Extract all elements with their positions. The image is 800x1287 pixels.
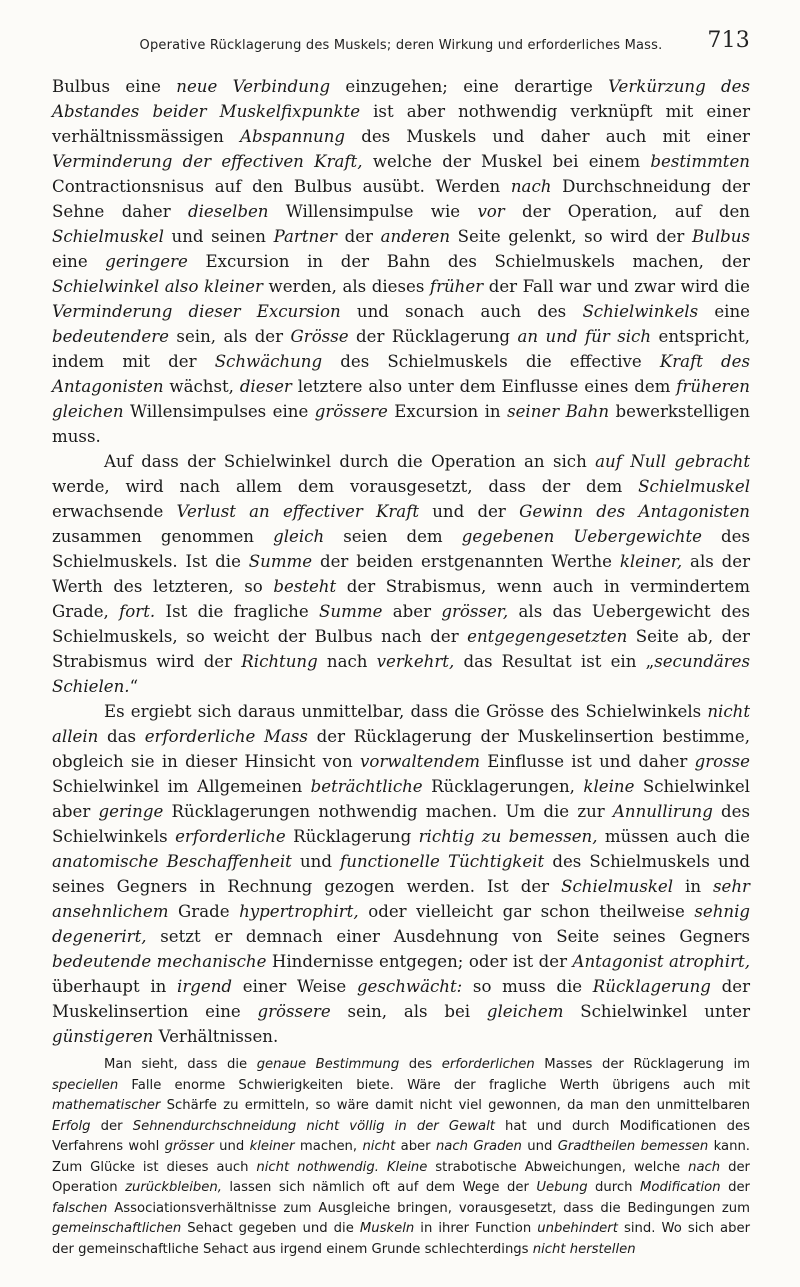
text-run: Hindernisse entgegen; oder ist der	[266, 952, 573, 971]
page-number: 713	[707, 28, 750, 53]
text-run: als der Werth des letzteren, so	[52, 552, 751, 596]
text-run: setzt er demnach einer Ausdehnung von Seite seines Gegners	[146, 927, 750, 946]
emphasis-run: Verkürzung des Abstandes beider Muskelfixpunkte	[52, 77, 750, 121]
text-run: des Schielmuskels und seines Gegners in Rechnung gezogen werden. Ist der	[52, 852, 751, 896]
text-run: Excursion in der Bahn des Schielmuskels machen, der	[187, 252, 750, 271]
text-run: Bulbus eine	[52, 77, 177, 96]
emphasis-run: mathematischer	[52, 1098, 161, 1113]
emphasis-run: grösser,	[441, 602, 509, 621]
emphasis-run: secundäres Schielen.	[52, 652, 750, 696]
emphasis-run: Erfolg	[52, 1118, 91, 1134]
paragraph	[52, 74, 750, 449]
text-run: Ist die fragliche	[155, 602, 320, 621]
text-run: des Schielwinkels	[52, 802, 750, 846]
emphasis-run: Schwächung	[214, 352, 323, 371]
emphasis-run: sehr ansehnlichem	[52, 877, 750, 921]
emphasis-run: bestimmten	[650, 152, 750, 171]
emphasis-run: irgend	[177, 977, 233, 996]
emphasis-run: Annullirung	[612, 802, 713, 821]
text-run: Seite ab, der Strabismus wird der	[52, 627, 750, 671]
text-run: der Operation, auf den	[504, 202, 750, 221]
text-run: letztere also unter dem Einflusse eines dem	[291, 377, 677, 396]
text-run: Associationsverhältnisse zum Ausgleiche bringen, vorausgesetzt, dass die Bedingungen zum	[107, 1200, 750, 1216]
emphasis-run: Grösse	[290, 327, 349, 346]
emphasis-run: gegebenen Uebergewichte	[461, 527, 702, 546]
text-run: in	[673, 877, 714, 896]
small-print-note	[52, 1055, 750, 1260]
text-run: Masses der Rücklagerung im	[534, 1057, 750, 1072]
running-title: Operative Rücklagerung des Muskels; deren Wirkung und erforderliches Mass.	[139, 38, 663, 53]
text-run: seien dem	[324, 527, 462, 546]
emphasis-run: früheren gleichen	[52, 377, 750, 421]
emphasis-run: Modification	[640, 1180, 721, 1195]
text-run: des Schielmuskels. Ist die	[52, 527, 750, 571]
emphasis-run: hypertrophirt,	[239, 902, 359, 921]
text-run: welche der Muskel bei einem	[362, 152, 651, 171]
emphasis-run: Verlust an effectiver Kraft	[176, 502, 420, 521]
emphasis-run: dieselben	[187, 202, 269, 221]
emphasis-run: speciellen	[52, 1077, 119, 1093]
text-run: sein, als der	[168, 327, 291, 346]
emphasis-run: dieser	[239, 377, 292, 396]
emphasis-run: Antagonist atrophirt,	[572, 952, 750, 971]
text-run: Durchschneidung der Sehne daher	[52, 177, 750, 221]
emphasis-run: grosse	[694, 752, 750, 771]
emphasis-run: Gewinn des Antagonisten	[519, 502, 750, 521]
emphasis-run: Gradtheilen bemessen	[557, 1139, 709, 1154]
emphasis-run: beträchtliche	[310, 777, 423, 796]
emphasis-run: gleichem	[486, 1002, 564, 1021]
emphasis-run: erforderlichen	[441, 1057, 535, 1072]
emphasis-run: nicht allein	[52, 702, 750, 746]
text-run: überhaupt in	[52, 977, 178, 996]
emphasis-run: an und für sich	[517, 327, 652, 346]
emphasis-run: genaue Bestimmung	[256, 1057, 400, 1072]
text-run: und	[521, 1139, 558, 1154]
text-run: ist aber nothwendig verknüpft mit einer verhältnissmässigen	[52, 102, 750, 146]
text-run: der Strabismus, wenn auch in vermindertem Grade,	[52, 577, 750, 621]
emphasis-run: bedeutende mechanische	[52, 952, 267, 971]
text-run: Excursion in	[387, 402, 508, 421]
text-run: in ihrer Function	[414, 1221, 538, 1236]
emphasis-run: auf Null gebracht	[595, 452, 750, 471]
text-run: Schielwinkel aber	[52, 777, 750, 821]
emphasis-run: nicht nothwendig. Kleine	[256, 1159, 428, 1175]
text-run: und	[291, 852, 341, 871]
emphasis-run: verkehrt,	[376, 652, 455, 671]
text-run: Man sieht, dass die	[104, 1057, 257, 1072]
emphasis-run: anatomische Beschaffenheit	[52, 852, 292, 871]
main-text	[52, 74, 750, 1049]
emphasis-run: nach Graden	[435, 1139, 522, 1154]
text-run: und seinen	[163, 227, 274, 246]
emphasis-run: Schielwinkel also kleiner	[52, 277, 263, 296]
text-run: werde, wird nach allem dem vorausgesetzt, dass der dem	[52, 477, 639, 496]
text-run: und	[213, 1139, 250, 1154]
text-run: Verhältnissen.	[153, 1027, 279, 1046]
text-run: einzugehen; eine derartige	[330, 77, 609, 96]
text-run: der beiden erstgenannten Werthe	[312, 552, 620, 571]
emphasis-run: geringe	[98, 802, 164, 821]
emphasis-run: erforderliche	[175, 827, 286, 846]
text-run: hat und durch Modificationen des Verfahrens wohl	[52, 1118, 750, 1154]
emphasis-run: functionelle Tüchtigkeit	[340, 852, 545, 871]
emphasis-run: früher	[429, 277, 484, 296]
text-run: wächst,	[163, 377, 240, 396]
emphasis-run: gemeinschaftlichen	[52, 1221, 182, 1236]
emphasis-run: grössere	[257, 1002, 331, 1021]
emphasis-run: Verminderung dieser Excursion	[52, 302, 341, 321]
text-run: der	[90, 1118, 133, 1134]
text-run: Willensimpulses eine	[123, 402, 315, 421]
text-run: Contractionsnisus auf den Bulbus ausübt. Werden	[52, 177, 511, 196]
emphasis-run: vor	[477, 202, 505, 221]
text-run: Falle enorme Schwierigkeiten biete. Wäre der fragliche Werth übrigens auch mit	[118, 1077, 750, 1093]
emphasis-run: entgegengesetzten	[467, 627, 628, 646]
emphasis-run: geschwächt:	[356, 977, 463, 996]
text-run: Rücklagerungen,	[422, 777, 584, 796]
text-run: das	[98, 727, 145, 746]
text-run: strabotische Abweichungen, welche	[427, 1159, 689, 1175]
emphasis-run: Sehnendurchschneidung nicht völlig in der Gewalt	[132, 1118, 495, 1134]
emphasis-run: geringere	[105, 252, 188, 271]
emphasis-run: nach	[510, 177, 552, 196]
emphasis-run: falschen	[52, 1200, 108, 1216]
text-run: eine	[698, 302, 750, 321]
text-run: und sonach auch des	[340, 302, 583, 321]
text-run: Schärfe zu ermitteln, so wäre damit nicht viel gewonnen, da man den unmittelbaren	[160, 1098, 750, 1113]
emphasis-run: Summe	[248, 552, 313, 571]
text-run: aber	[382, 602, 442, 621]
text-run: eine	[52, 252, 106, 271]
emphasis-run: Schielwinkels	[582, 302, 699, 321]
text-run: der Rücklagerung	[348, 327, 518, 346]
text-run: Willensimpulse wie	[268, 202, 478, 221]
running-header	[52, 28, 750, 62]
emphasis-run: erforderliche Mass	[144, 727, 308, 746]
emphasis-run: grösser	[164, 1139, 214, 1154]
text-run: lassen sich nämlich oft auf dem Wege der	[221, 1180, 537, 1195]
emphasis-run: richtig zu bemessen,	[418, 827, 598, 846]
text-run: machen,	[294, 1139, 363, 1154]
text-run: der Muskelinsertion eine	[52, 977, 750, 1021]
emphasis-run: Schielmuskel	[561, 877, 674, 896]
text-run: des Muskels und daher auch mit einer	[345, 127, 750, 146]
text-run: sein, als bei	[330, 1002, 487, 1021]
emphasis-run: Schielmuskel	[638, 477, 750, 496]
emphasis-run: zurückbleiben,	[125, 1180, 222, 1195]
emphasis-run: vorwaltendem	[359, 752, 481, 771]
paragraph	[52, 699, 750, 1049]
text-run: der Rücklagerung der Muskelinsertion bestimme, obgleich sie in dieser Hinsicht von	[52, 727, 751, 771]
text-run: kann. Zum Glücke ist dieses auch	[52, 1139, 750, 1175]
text-run: müssen auch die	[597, 827, 750, 846]
emphasis-run: fort.	[119, 602, 156, 621]
text-run: der	[336, 227, 381, 246]
emphasis-run: Schielmuskel	[52, 227, 164, 246]
text-run: aber	[395, 1139, 436, 1154]
text-run: werden, als dieses	[262, 277, 430, 296]
text-run: das Resultat ist ein „	[454, 652, 655, 671]
emphasis-run: Rücklagerung	[592, 977, 711, 996]
text-run: und der	[419, 502, 520, 521]
emphasis-run: Abspannung	[240, 127, 346, 146]
emphasis-run: Bulbus	[691, 227, 750, 246]
text-run: nach	[317, 652, 377, 671]
emphasis-run: sehnig degenerirt,	[52, 902, 750, 946]
text-run: des Schielmuskels die effective	[322, 352, 660, 371]
text-run: entspricht, indem mit der	[52, 327, 750, 371]
paragraph	[52, 449, 750, 699]
text-run: einer Weise	[232, 977, 357, 996]
text-run: der Operation	[52, 1159, 750, 1195]
text-run: so muss die	[462, 977, 593, 996]
text-run: erwachsende	[52, 502, 177, 521]
text-run: durch	[587, 1180, 640, 1195]
emphasis-run: Verminderung der effectiven Kraft,	[52, 152, 363, 171]
emphasis-run: kleiner	[249, 1139, 295, 1154]
emphasis-run: günstigeren	[52, 1027, 154, 1046]
text-run: zusammen genommen	[52, 527, 274, 546]
emphasis-run: gleich	[273, 527, 325, 546]
text-run: “	[129, 677, 139, 696]
text-run: Seite gelenkt, so wird der	[450, 227, 692, 246]
text-run: Rücklagerung	[285, 827, 419, 846]
emphasis-run: Summe	[319, 602, 383, 621]
emphasis-run: bedeutendere	[52, 327, 169, 346]
emphasis-run: Partner	[273, 227, 337, 246]
text-run: Schielwinkel unter	[563, 1002, 750, 1021]
text-run: sind. Wo sich aber der gemeinschaftliche Sehact aus irgend einem Grunde schlechterdings	[52, 1221, 750, 1257]
text-run: bewerkstelligen muss.	[52, 402, 750, 446]
emphasis-run: Muskeln	[359, 1221, 415, 1236]
text-run: der	[720, 1180, 750, 1195]
emphasis-run: nicht herstellen	[532, 1241, 636, 1257]
text-run: der Fall war und zwar wird die	[483, 277, 750, 296]
emphasis-run: nicht	[362, 1139, 396, 1154]
emphasis-run: kleine	[583, 777, 635, 796]
text-run: Auf dass der Schielwinkel durch die Operation an sich	[104, 452, 596, 471]
emphasis-run: Kraft des Antagonisten	[52, 352, 750, 396]
emphasis-run: Richtung	[241, 652, 318, 671]
emphasis-run: seiner Bahn	[507, 402, 610, 421]
text-run: oder vielleicht gar schon theilweise	[358, 902, 695, 921]
emphasis-run: unbehindert	[537, 1221, 618, 1236]
emphasis-run: anderen	[380, 227, 451, 246]
text-run: als das Uebergewicht des Schielmuskels, so weicht der Bulbus nach der	[52, 602, 751, 646]
emphasis-run: nach	[688, 1159, 721, 1175]
emphasis-run: Uebung	[536, 1180, 588, 1195]
text-run: Einflusse ist und daher	[480, 752, 695, 771]
emphasis-run: neue Verbindung	[176, 77, 331, 96]
emphasis-run: grössere	[314, 402, 388, 421]
text-run: Schielwinkel im Allgemeinen	[52, 777, 311, 796]
text-run: Rücklagerungen nothwendig machen. Um die zur	[163, 802, 613, 821]
emphasis-run: besteht	[273, 577, 337, 596]
text-run: Grade	[168, 902, 240, 921]
text-run: Sehact gegeben und die	[181, 1221, 360, 1236]
emphasis-run: kleiner,	[619, 552, 683, 571]
text-run: des	[399, 1057, 442, 1072]
text-run: Es ergiebt sich daraus unmittelbar, dass die Grösse des Schielwinkels	[104, 702, 708, 721]
